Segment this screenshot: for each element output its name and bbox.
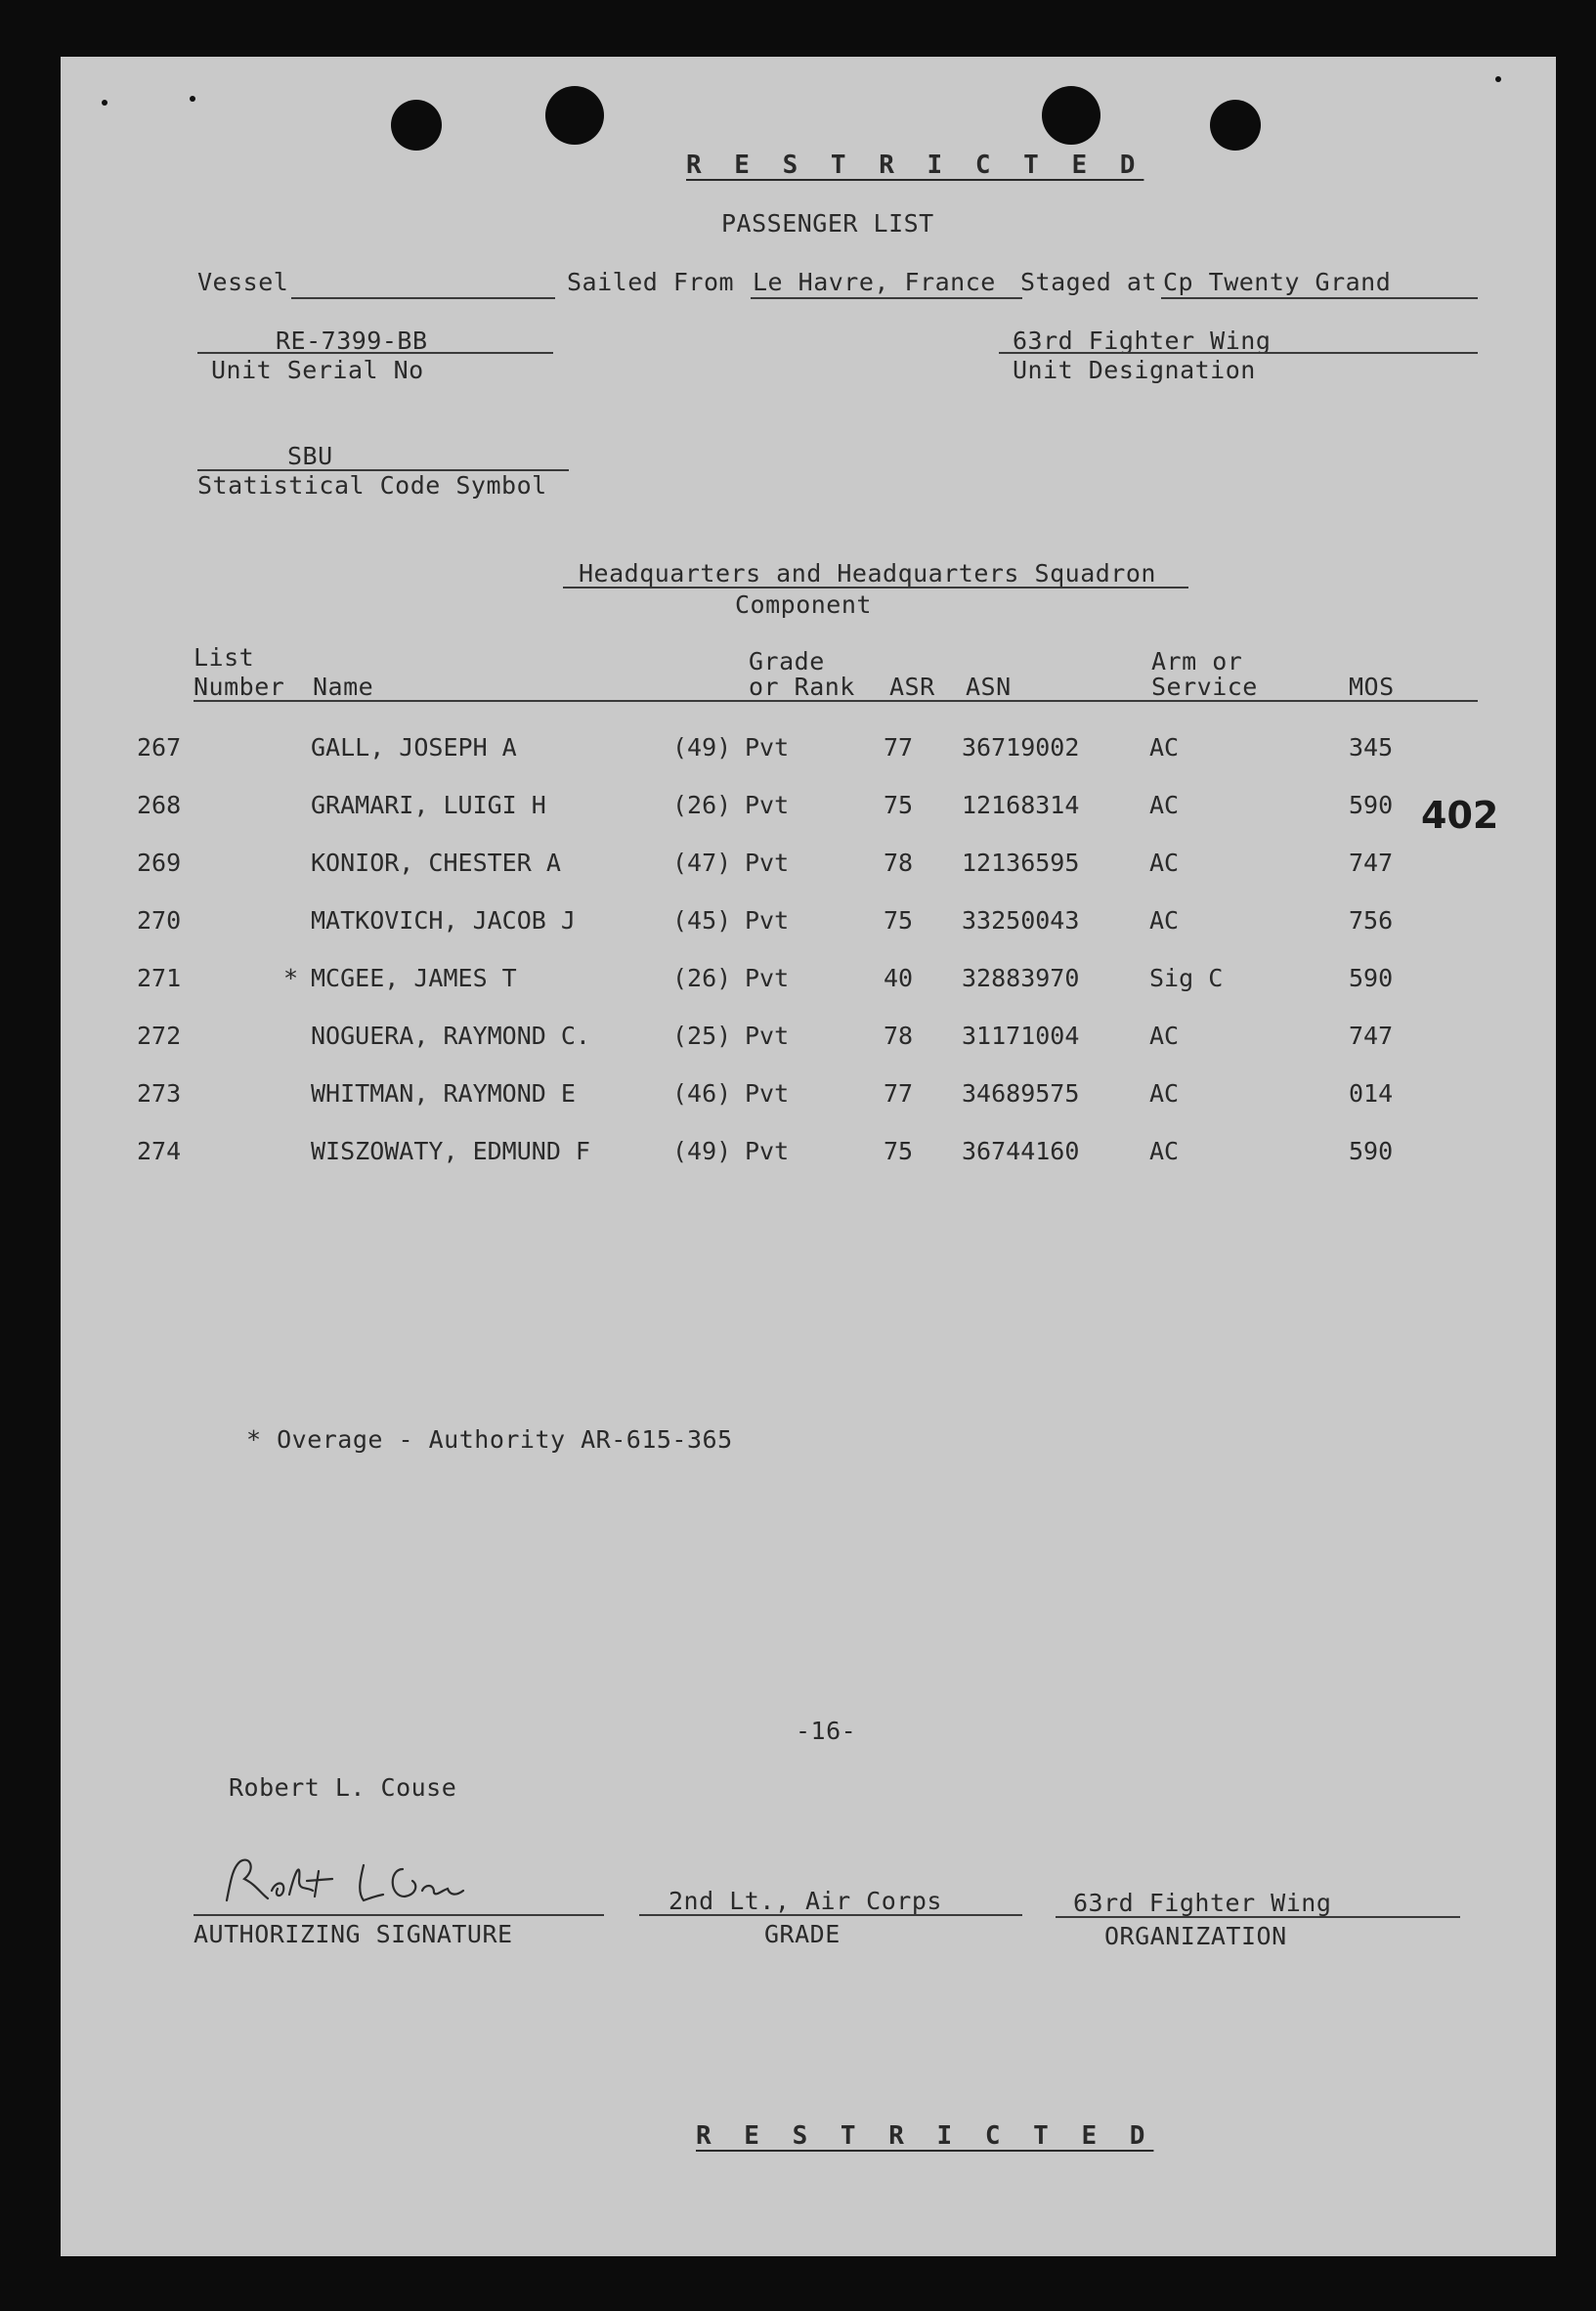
org-line (1056, 1916, 1460, 1918)
document-page (61, 57, 1556, 2256)
unit-designation-value: 63rd Fighter Wing (1013, 327, 1272, 355)
arm-service-cell: AC (1149, 733, 1180, 762)
col-header-list: List (194, 643, 255, 672)
asr-cell: 75 (884, 791, 914, 819)
top-restricted-marking: R E S T R I C T E D (686, 151, 1144, 180)
list-number-cell: 270 (137, 906, 182, 935)
age-cell: (49) (672, 733, 732, 762)
staged-at-value: Cp Twenty Grand (1163, 268, 1392, 296)
page-stamp: 402 (1421, 794, 1499, 837)
speck (102, 100, 108, 106)
list-number-cell: 271 (137, 964, 182, 992)
asr-cell: 77 (884, 1079, 914, 1108)
asn-cell: 12168314 (962, 791, 1080, 819)
mos-cell: 747 (1349, 849, 1394, 877)
asn-cell: 12136595 (962, 849, 1080, 877)
staged-at-line (1161, 297, 1478, 299)
col-header-name: Name (313, 673, 374, 701)
col-header-grade: Grade (749, 647, 825, 676)
stat-code-value: SBU (287, 442, 333, 470)
name-cell: GRAMARI, LUIGI H (311, 791, 546, 819)
col-header-arm: Arm or (1151, 647, 1243, 676)
asn-cell: 36744160 (962, 1137, 1080, 1165)
staged-at-label: Staged at (1020, 268, 1157, 296)
mos-cell: 747 (1349, 1022, 1394, 1050)
arm-service-cell: AC (1149, 1137, 1180, 1165)
grade-cell: Pvt (745, 849, 790, 877)
org-label: ORGANIZATION (1104, 1922, 1287, 1950)
age-cell: (25) (672, 1022, 732, 1050)
grade-value: 2nd Lt., Air Corps (669, 1887, 942, 1915)
org-value: 63rd Fighter Wing (1073, 1889, 1332, 1917)
arm-service-cell: Sig C (1149, 964, 1224, 992)
asr-cell: 75 (884, 906, 914, 935)
list-number-cell: 269 (137, 849, 182, 877)
name-cell: NOGUERA, RAYMOND C. (311, 1022, 590, 1050)
unit-designation-line (999, 352, 1478, 354)
asn-cell: 32883970 (962, 964, 1080, 992)
punch-hole (1042, 86, 1100, 145)
handwritten-signature (217, 1852, 471, 1910)
mos-cell: 756 (1349, 906, 1394, 935)
speck (1495, 76, 1501, 82)
component-label: Component (735, 590, 872, 619)
grade-cell: Pvt (745, 1137, 790, 1165)
asn-cell: 33250043 (962, 906, 1080, 935)
signature-line (194, 1914, 604, 1916)
asr-cell: 77 (884, 733, 914, 762)
col-header-service: Service (1151, 673, 1258, 701)
overage-mark-cell: * (283, 964, 299, 992)
age-cell: (47) (672, 849, 732, 877)
grade-cell: Pvt (745, 791, 790, 819)
asn-cell: 34689575 (962, 1079, 1080, 1108)
table-header-line (194, 700, 1478, 702)
sailed-from-line (751, 297, 1022, 299)
unit-designation-label: Unit Designation (1013, 356, 1256, 384)
mos-cell: 014 (1349, 1079, 1394, 1108)
asn-cell: 31171004 (962, 1022, 1080, 1050)
punch-hole (1210, 100, 1261, 151)
vessel-line (291, 297, 555, 299)
list-number-cell: 272 (137, 1022, 182, 1050)
page-number: -16- (796, 1717, 857, 1745)
list-number-cell: 273 (137, 1079, 182, 1108)
asr-cell: 78 (884, 1022, 914, 1050)
stat-code-label: Statistical Code Symbol (197, 471, 547, 500)
list-number-cell: 274 (137, 1137, 182, 1165)
age-cell: (45) (672, 906, 732, 935)
signature-label: AUTHORIZING SIGNATURE (194, 1920, 513, 1948)
mos-cell: 590 (1349, 1137, 1394, 1165)
col-header-asn: ASN (966, 673, 1012, 701)
age-cell: (26) (672, 964, 732, 992)
grade-label: GRADE (764, 1920, 841, 1948)
asn-cell: 36719002 (962, 733, 1080, 762)
sailed-from-value: Le Havre, France (753, 268, 996, 296)
grade-line (639, 1914, 1022, 1916)
col-header-rank: or Rank (749, 673, 855, 701)
arm-service-cell: AC (1149, 791, 1180, 819)
mos-cell: 345 (1349, 733, 1394, 762)
name-cell: WISZOWATY, EDMUND F (311, 1137, 590, 1165)
footnote: * Overage - Authority AR-615-365 (246, 1425, 733, 1454)
sailed-from-label: Sailed From (567, 268, 735, 296)
unit-serial-line (197, 352, 553, 354)
name-cell: WHITMAN, RAYMOND E (311, 1079, 576, 1108)
name-cell: GALL, JOSEPH A (311, 733, 517, 762)
grade-cell: Pvt (745, 1022, 790, 1050)
grade-cell: Pvt (745, 1079, 790, 1108)
name-cell: MATKOVICH, JACOB J (311, 906, 576, 935)
component-value: Headquarters and Headquarters Squadron (579, 559, 1156, 588)
component-line (563, 587, 1188, 589)
age-cell: (46) (672, 1079, 732, 1108)
asr-cell: 78 (884, 849, 914, 877)
list-number-cell: 267 (137, 733, 182, 762)
arm-service-cell: AC (1149, 1022, 1180, 1050)
unit-serial-value: RE-7399-BB (276, 327, 428, 355)
arm-service-cell: AC (1149, 1079, 1180, 1108)
document-title: PASSENGER LIST (721, 209, 934, 238)
col-header-number: Number (194, 673, 285, 701)
name-cell: MCGEE, JAMES T (311, 964, 517, 992)
unit-serial-label: Unit Serial No (211, 356, 424, 384)
punch-hole (391, 100, 442, 151)
arm-service-cell: AC (1149, 849, 1180, 877)
asr-cell: 75 (884, 1137, 914, 1165)
bottom-restricted-marking: R E S T R I C T E D (696, 2121, 1154, 2151)
punch-hole (545, 86, 604, 145)
vessel-label: Vessel (197, 268, 289, 296)
col-header-mos: MOS (1349, 673, 1395, 701)
arm-service-cell: AC (1149, 906, 1180, 935)
grade-cell: Pvt (745, 964, 790, 992)
age-cell: (26) (672, 791, 732, 819)
name-cell: KONIOR, CHESTER A (311, 849, 561, 877)
speck (190, 96, 195, 102)
asr-cell: 40 (884, 964, 914, 992)
grade-cell: Pvt (745, 733, 790, 762)
grade-cell: Pvt (745, 906, 790, 935)
col-header-asr: ASR (889, 673, 935, 701)
mos-cell: 590 (1349, 964, 1394, 992)
list-number-cell: 268 (137, 791, 182, 819)
age-cell: (49) (672, 1137, 732, 1165)
signer-name: Robert L. Couse (229, 1773, 457, 1802)
mos-cell: 590 (1349, 791, 1394, 819)
